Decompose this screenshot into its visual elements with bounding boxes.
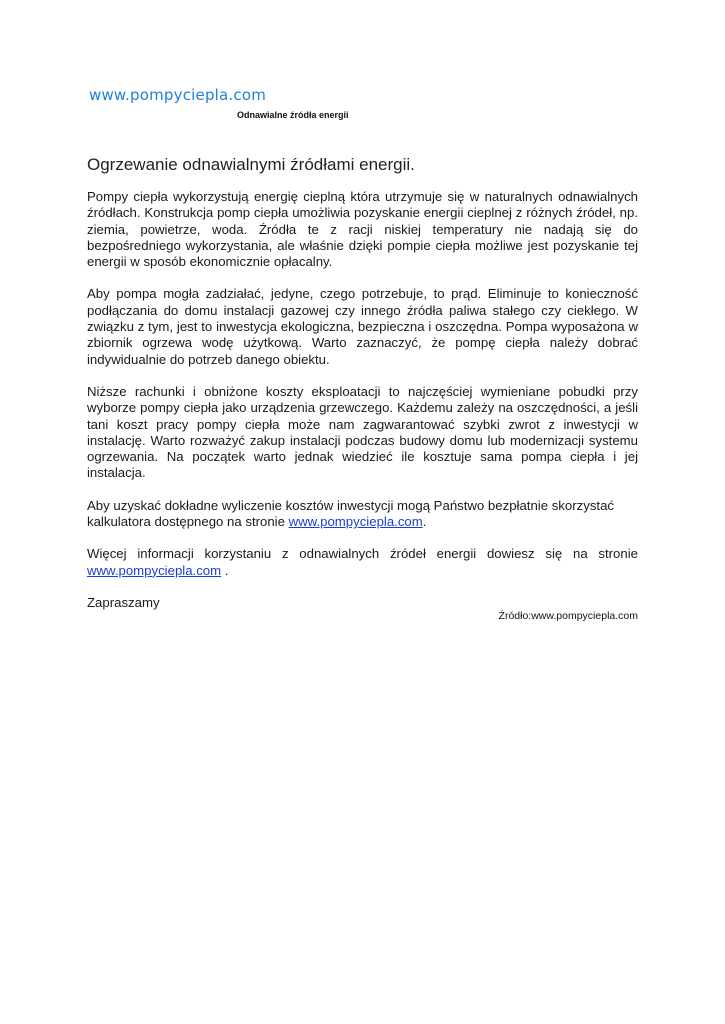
calculator-text: Aby uzyskać dokładne wyliczenie kosztów inwestycji mogą Państwo bezpłatnie skorzystać kalkulatora dostępnego na stronie bbox=[87, 497, 615, 530]
paragraph-calculator bbox=[87, 498, 638, 531]
site-logo-link[interactable]: www.pompyciepla.com bbox=[89, 86, 267, 104]
calculator-end: . bbox=[422, 514, 427, 530]
calculator-link[interactable]: www.pompyciepla.com bbox=[288, 514, 423, 530]
info-end: . bbox=[221, 562, 229, 578]
paragraph-info bbox=[87, 546, 638, 579]
paragraph-1: Pompy ciepła wykorzystują energię cieplną która utrzymuje się w naturalnych odnawialnych źródłach. Konstrukcja pomp ciepła umożliwia pozyskanie energii cieplnej z różnych źródeł, np. ziemia, powietrze, woda. Źródła te z racji niskiej temperatury nie nadają się do bezpośredniego wykorzystania, ale właśnie dzięki pompie ciepła możliwe jest pozyskanie tej energii w sposób ekonomicznie opłacalny. bbox=[87, 189, 638, 270]
paragraph-2: Aby pompa mogła zadziałać, jedyne, czego potrzebuje, to prąd. Eliminuje to konieczność podłączania do domu instalacji gazowej czy innego źródła paliwa stałego czy ciekłego. W związku z tym, jest to inwestycja ekologiczna, bezpieczna i oszczędna. Pompa wyposażona w zbiornik ogrzewa wodę użytkową. Warto zaznaczyć, że pompę ciepła należy dobrać indywidualnie do potrzeb danego obiektu. bbox=[87, 286, 638, 367]
article-body bbox=[87, 189, 638, 627]
info-link[interactable]: www.pompyciepla.com bbox=[87, 562, 222, 578]
source-note: Źródło:www.pompyciepla.com bbox=[498, 610, 638, 622]
closing-text: Zapraszamy bbox=[87, 594, 160, 610]
header-subtitle: Odnawialne źródła energii bbox=[237, 110, 349, 120]
info-text: Więcej informacji korzystaniu z odnawialnych źródeł energii dowiesz się na stronie bbox=[87, 546, 638, 562]
page-title: Ogrzewanie odnawialnymi źródłami energii. bbox=[87, 155, 415, 174]
paragraph-3: Niższe rachunki i obniżone koszty eksploatacji to najczęściej wymieniane pobudki przy wyborze pompy ciepła jako urządzenia grzewczego. Każdemu zależy na oszczędności, a jeśli tani koszt pracy pompy ciepła może nam zagwarantować szybki zwrot z inwestycji w instalację. Warto rozważyć zakup instalacji podczas budowy domu lub modernizacji systemu ogrzewania. Na początek warto jednak wiedzieć ile kosztuje sama pompa ciepła i jej instalacja. bbox=[87, 383, 638, 481]
